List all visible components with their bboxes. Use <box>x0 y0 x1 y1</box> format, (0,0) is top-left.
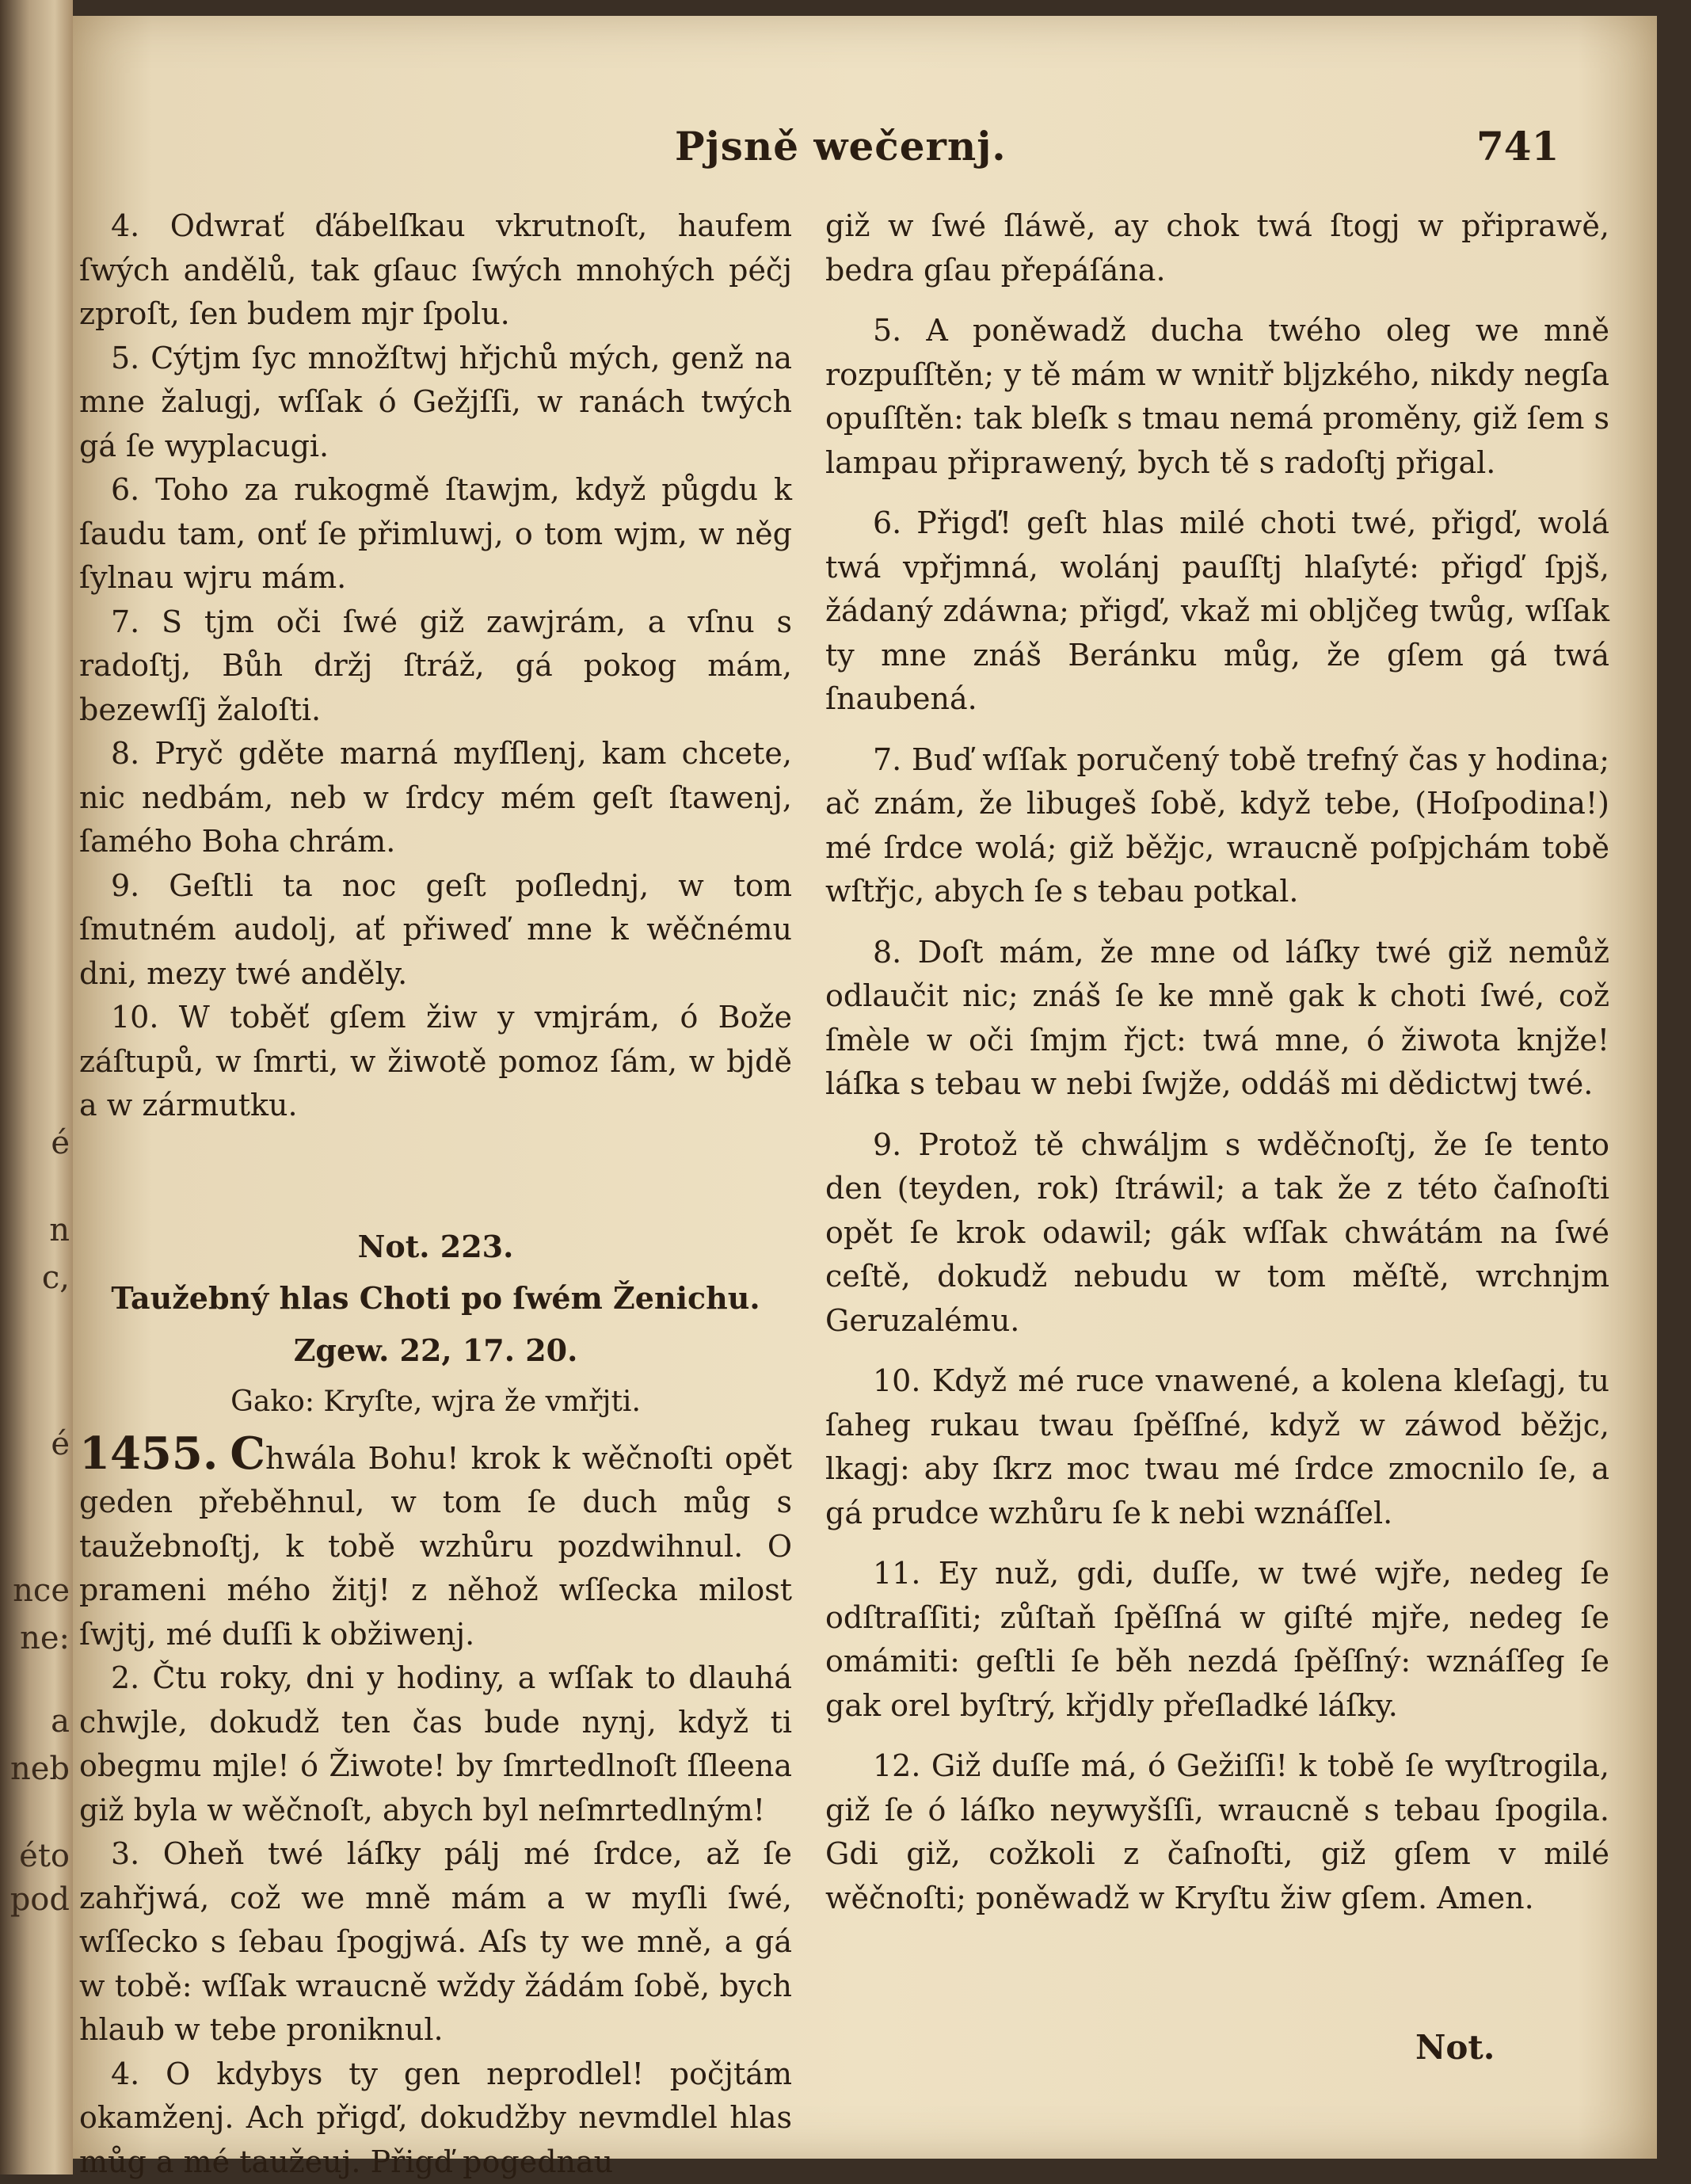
page-number: 741 <box>1476 123 1559 170</box>
verse: 9. Protož tě chwáljm s wděčnoſtj, že ſe tento den (teyden, rok) ſtráwil; a tak že z této čaſnoſti opět ſe krok odawil; gák wſſak chwátám na ſwé ceſtě, dokudž nebudu w tom měſtě, wrchnjm Geruzalému. <box>825 1123 1609 1344</box>
prev-page-fragment: é <box>2 1125 70 1161</box>
verse: 6. Toho za rukogmě ſtawjm, když půgdu k ſaudu tam, onť ſe přimluwj, o tom wjm, w něg ſylnau wjru mám. <box>79 468 792 600</box>
verse: 7. Buď wſſak poručený tobě trefný čas y hodina; ač znám, že libugeš ſobě, když tebe, (Hoſpodina!) mé ſrdce wolá; giž běžjc, wraucně poſpjchám tobě wſtřjc, abych ſe s tebau potkal. <box>825 738 1609 914</box>
verse-number: 1455. <box>79 1427 218 1480</box>
verse: 8. Pryč gděte marná myſſlenj, kam chcete, nic nedbám, neb w ſrdcy mém geſt ſtawenj, ſamého Boha chrám. <box>79 732 792 864</box>
prev-page-fragment: ne: <box>2 1620 70 1656</box>
running-title: Pjsně wečernj. <box>675 123 1007 170</box>
prev-page-fragment: nce <box>2 1572 70 1609</box>
verse: 9. Geſtli ta noc geſt poſlednj, w tom ſmutném audolj, ať přiweď mne k wěčnému dni, mezy twé anděly. <box>79 864 792 997</box>
verse: 8. Doſt mám, že mne od láſky twé giž nemůž odlaučit nic; znáš ſe ke mně gak k choti ſwé, což ſmèle w oči ſmjm řjct: twá mne, ó žiwota knjže! láſka s tebau w nebi ſwjže, oddáš mi dědictwj twé. <box>825 931 1609 1107</box>
prev-page-fragment: pod <box>2 1881 70 1918</box>
prev-page-fragment: éto <box>2 1838 70 1874</box>
catchword: Not. <box>1415 2028 1495 2067</box>
verse: 11. Ey nuž, gdi, duſſe, w twé wjře, nedeg ſe odſtraſſiti; zůſtaň ſpěſſná w giſté mjře, nedeg ſe omámiti: geſtli ſe běh nezdá ſpěſſný: wznáſſeg ſe gak orel byſtrý, křjdly přeſladké láſky. <box>825 1552 1609 1728</box>
first-verse <box>79 1432 792 1657</box>
verse-continuation: giž w ſwé ſláwě, ay chok twá ſtogj w připrawě, bedra gſau přepáſána. <box>825 204 1609 292</box>
running-header <box>73 123 1657 186</box>
verse: 5. A poněwadž ducha twého oleg we mně rozpuſſtěn; y tě mám w wnitř bljzkého, nikdy negſa opuſſtěn: tak bleſk s tmau nemá proměny, giž ſem s lampau připrawený, bych tě s radoſtj přigal. <box>825 309 1609 485</box>
prev-page-fragment: c, <box>2 1260 70 1296</box>
melody-note: Gako: Kryſte, wjra že vmřjti. <box>79 1380 792 1424</box>
verse: 2. Čtu roky, dni y hodiny, a wſſak to dlauhá chwjle, dokudž ten čas bude nynj, když ti obegmu mjle! ó Žiwote! by ſmrtedlnoſt ſſleena giž byla w wěčnoſt, abych byl neſmrtedlným! <box>79 1656 792 1832</box>
hymn-title: Taužebný hlas Choti po ſwém Ženichu. <box>79 1276 792 1321</box>
left-column <box>79 204 792 2184</box>
previous-page-edge <box>0 0 73 2174</box>
prev-page-fragment: a <box>2 1703 70 1740</box>
verse: 3. Oheň twé láſky pálj mé ſrdce, až ſe zahřjwá, což we mně mám a w myſli ſwé, wſſecko s ſebau ſpogjwá. Aſs ty we mně, a gá w tobě: wſſak wraucně wždy žádám ſobě, bych hlaub w tebe proniknul. <box>79 1832 792 2053</box>
prev-page-fragment: é <box>2 1426 70 1462</box>
prev-page-fragment: neb <box>2 1751 70 1787</box>
verse: 10. Když mé ruce vnawené, a kolena kleſagj, tu ſaheg rukau twau ſpěſſné, když w záwod běžjc, lkagj: aby ſkrz moc twau mé ſrdce zmocnilo ſe, a gá prudce wzhůru ſe k nebi wznáſſel. <box>825 1359 1609 1535</box>
verse: 4. Odwrať ďábelſkau vkrutnoſt, haufem ſwých andělů, tak gſauc ſwých mnohých péčj zproſt, ſen budem mjr ſpolu. <box>79 204 792 337</box>
scripture-reference: Zgew. 22, 17. 20. <box>79 1328 792 1373</box>
section-gap <box>79 1128 792 1217</box>
first-verse-text: hwála Bohu! krok k wěčnoſti opět geden přeběhnul, w tom ſe duch můg s taužebnoſtj, k tobě wzhůru pozdwihnul. O prameni mého žitj! z něhož wſſecka milost ſwjtj, mé duſſi k obžiwenj. <box>79 1441 792 1652</box>
verse: 6. Přigď! geſt hlas milé choti twé, přigď, wolá twá vpřjmná, wolánj pauſſtj hlaſyté: přigď ſpjš, žádaný zdáwna; přigď, vkaž mi obljčeg twůg, wſſak ty mne znáš Beránku můg, že gſem gá twá ſnaubená. <box>825 501 1609 722</box>
book-page <box>73 16 1657 2159</box>
verse: 5. Cýtjm ſyc množſtwj hřjchů mých, genž na mne žalugj, wſſak ó Gežjſſi, w ranách twých gá ſe wyplacugi. <box>79 337 792 469</box>
right-column <box>825 204 1609 1937</box>
verse: 7. S tjm oči ſwé giž zawjrám, a vſnu s radoſtj, Bůh držj ſtráž, gá pokog mám, bezewſſj žaloſti. <box>79 600 792 733</box>
prev-page-fragment: n <box>2 1212 70 1248</box>
verse: 12. Giž duſſe má, ó Gežiſſi! k tobě ſe wyſtrogila, giž ſe ó láſko neywyšſſi, wraucně s tebau ſpogila. Gdi giž, cožkoli z čaſnoſti, giž gſem v milé wěčnoſti; poněwadž w Kryſtu žiw gſem. Amen. <box>825 1744 1609 1920</box>
verse: 4. O kdybys ty gen neprodlel! počjtám okamženj. Ach přigď, dokudžby nevmdlel hlas můg a mé taužeuj. Přigď pogednau <box>79 2053 792 2184</box>
hymn-number: Not. 223. <box>79 1225 792 1269</box>
drop-cap: C <box>230 1427 265 1480</box>
verse: 10. W toběť gſem žiw y vmjrám, ó Bože záſtupů, w ſmrti, w žiwotě pomoz ſám, w bjdě a w zármutku. <box>79 996 792 1128</box>
